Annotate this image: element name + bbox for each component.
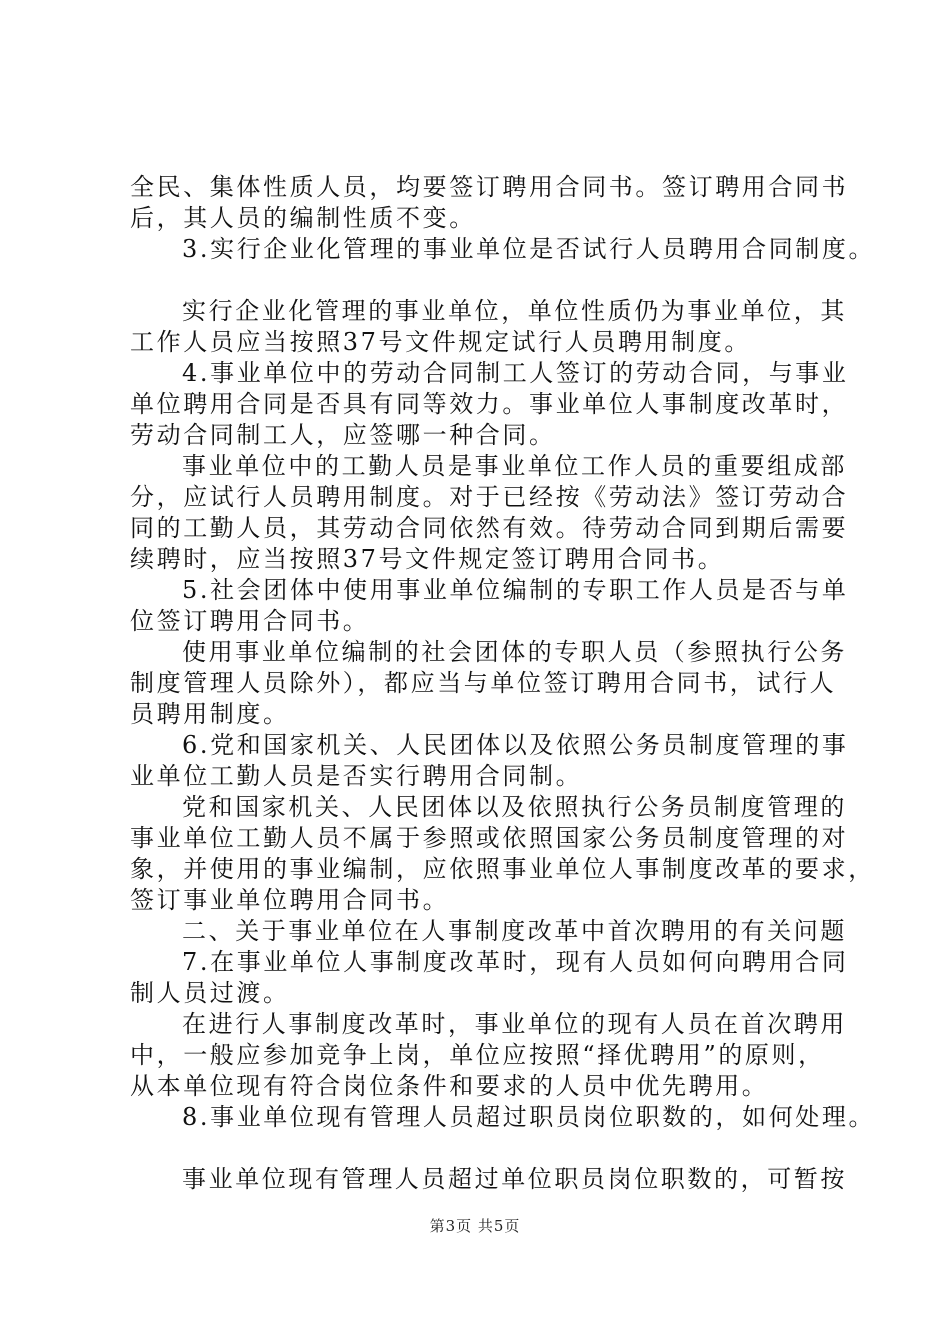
text-line: 同的工勤人员，其劳动合同依然有效。待劳动合同到期后需要 bbox=[130, 514, 849, 542]
text-line: 党和国家机关、人民团体以及依照执行公务员制度管理的 bbox=[182, 793, 847, 821]
text-line: 劳动合同制工人，应签哪一种合同。 bbox=[130, 421, 556, 449]
text-line: 在进行人事制度改革时，事业单位的现有人员在首次聘用 bbox=[182, 1010, 847, 1038]
text-line: 象，并使用的事业编制，应依照事业单位人事制度改革的要求， bbox=[130, 855, 875, 883]
text-line: 制人员过渡。 bbox=[130, 979, 290, 1007]
text-line: 使用事业单位编制的社会团体的专职人员（参照执行公务 bbox=[182, 638, 847, 666]
text-line: 事业单位中的工勤人员是事业单位工作人员的重要组成部 bbox=[182, 452, 847, 480]
text-line: 实行企业化管理的事业单位，单位性质仍为事业单位，其 bbox=[182, 297, 847, 325]
text-line: 业单位工勤人员是否实行聘用合同制。 bbox=[130, 762, 583, 790]
text-line: 续聘时，应当按照37号文件规定签订聘用合同书。 bbox=[130, 545, 725, 573]
section-heading: 二、关于事业单位在人事制度改革中首次聘用的有关问题 bbox=[182, 917, 847, 945]
text-line: 中，一般应参加竞争上岗，单位应按照“择优聘用”的原则， bbox=[130, 1041, 825, 1069]
text-line: 制度管理人员除外），都应当与单位签订聘用合同书，试行人 bbox=[130, 669, 837, 697]
body-text bbox=[130, 172, 876, 1195]
question-heading: 4.事业单位中的劳动合同制工人签订的劳动合同，与事业 bbox=[182, 359, 849, 387]
question-heading: 8.事业单位现有管理人员超过职员岗位职数的，如何处理。 bbox=[182, 1103, 876, 1131]
text-line: 单位聘用合同是否具有同等效力。事业单位人事制度改革时， bbox=[130, 390, 849, 418]
question-heading: 7.在事业单位人事制度改革时，现有人员如何向聘用合同 bbox=[182, 948, 849, 976]
text-line: 后，其人员的编制性质不变。 bbox=[130, 204, 476, 232]
question-heading: 3.实行企业化管理的事业单位是否试行人员聘用合同制度。 bbox=[182, 235, 876, 263]
text-line: 员聘用制度。 bbox=[130, 700, 290, 728]
text-line: 位签订聘用合同书。 bbox=[130, 607, 370, 635]
text-line: 签订事业单位聘用合同书。 bbox=[130, 886, 450, 914]
text-line: 从本单位现有符合岗位条件和要求的人员中优先聘用。 bbox=[130, 1072, 769, 1100]
page-footer: 第3页 共5页 bbox=[429, 1217, 521, 1235]
text-line: 事业单位工勤人员不属于参照或依照国家公务员制度管理的对 bbox=[130, 824, 849, 852]
text-line: 分，应试行人员聘用制度。对于已经按《劳动法》签订劳动合 bbox=[130, 483, 849, 511]
question-heading: 5.社会团体中使用事业单位编制的专职工作人员是否与单 bbox=[182, 576, 849, 604]
paragraph-gap bbox=[130, 265, 840, 296]
paragraph-gap bbox=[130, 1133, 840, 1164]
text-line: 全民、集体性质人员，均要签订聘用合同书。签订聘用合同书 bbox=[130, 173, 849, 201]
text-line: 工作人员应当按照37号文件规定试行人员聘用制度。 bbox=[130, 328, 751, 356]
question-heading: 6.党和国家机关、人民团体以及依照公务员制度管理的事 bbox=[182, 731, 849, 759]
text-line: 事业单位现有管理人员超过单位职员岗位职数的，可暂按 bbox=[182, 1165, 847, 1193]
